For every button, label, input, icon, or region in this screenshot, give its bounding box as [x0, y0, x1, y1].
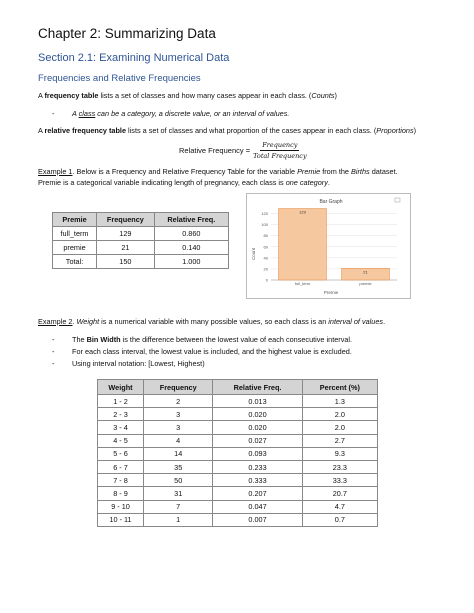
x-tick-label: premie [359, 281, 372, 286]
table-cell: 0.233 [213, 460, 302, 473]
bar-graph [246, 193, 411, 299]
column-header: Frequency [144, 380, 213, 395]
bullet-interval-rule: - For each class interval, the lowest value is included, and the highest value is excluded. [52, 347, 352, 356]
table-cell: Total: [53, 255, 97, 269]
table-cell: 9 - 10 [98, 500, 144, 513]
column-header: Weight [98, 380, 144, 395]
table-row [98, 447, 378, 460]
bullet-interval-notation: - Using interval notation: [Lowest, Highest) [52, 359, 205, 368]
table-row [98, 408, 378, 421]
table-cell: 2.0 [302, 421, 377, 434]
table-cell: 0.020 [213, 408, 302, 421]
weight-frequency-table [97, 379, 378, 527]
table-cell: 3 [144, 408, 213, 421]
section-title: Section 2.1: Examining Numerical Data [38, 52, 230, 64]
bar-full_term [279, 209, 327, 280]
table-cell: 0.027 [213, 434, 302, 447]
chapter-title: Chapter 2: Summarizing Data [38, 26, 216, 41]
frequency-table-definition: A frequency table lists a set of classes and how many cases appear in each class. (Counts) [38, 91, 337, 100]
table-cell: 2.7 [302, 434, 377, 447]
table-header-row [53, 213, 229, 227]
table-cell: 3 - 4 [98, 421, 144, 434]
table-cell: 0.207 [213, 487, 302, 500]
table-row [53, 227, 229, 241]
table-row [53, 241, 229, 255]
relative-frequency-formula: Relative Frequency = $\frac{\text{Frequency}}{\text{Total Frequency}}$ [179, 141, 307, 160]
y-tick-label: 60 [263, 244, 268, 250]
formula-numerator: Frequency [262, 141, 298, 149]
column-header: Percent (%) [302, 380, 377, 395]
column-header: Relative Freq. [154, 213, 228, 227]
bar-data-label: 21 [363, 269, 368, 275]
table-cell: premie [53, 241, 97, 255]
table-row [98, 421, 378, 434]
table-cell: 150 [97, 255, 155, 269]
premie-frequency-table [52, 212, 229, 269]
example2-line: Example 2. Weight is a numerical variable with many possible values, so each class is an interval of values. [38, 317, 386, 326]
y-tick-label: 20 [263, 266, 268, 272]
table-cell: 2.0 [302, 408, 377, 421]
formula-denominator: Total Frequency [253, 152, 307, 160]
table-cell: 21 [97, 241, 155, 255]
bullet-bin-width: - The Bin Width is the difference between the lowest value of each consecutive interval. [52, 335, 353, 344]
table-cell: 1 [144, 513, 213, 526]
table-cell: 14 [144, 447, 213, 460]
table-cell: 3 [144, 421, 213, 434]
column-header: Frequency [97, 213, 155, 227]
table-cell: 2 - 3 [98, 408, 144, 421]
table-cell: 4.7 [302, 500, 377, 513]
table-row [98, 487, 378, 500]
table-row [98, 434, 378, 447]
table-cell: 129 [97, 227, 155, 241]
y-tick-label: 100 [261, 222, 268, 228]
chart-title: Bar Graph [319, 199, 343, 205]
table-cell: 50 [144, 474, 213, 487]
y-axis-label: Count [251, 247, 256, 261]
table-cell: 31 [144, 487, 213, 500]
table-cell: 4 [144, 434, 213, 447]
table-cell: 7 [144, 500, 213, 513]
table-cell: 35 [144, 460, 213, 473]
y-tick-label: 120 [261, 211, 268, 217]
table-cell: 1.3 [302, 395, 377, 408]
table-cell: 20.7 [302, 487, 377, 500]
table-header-row [98, 380, 378, 395]
table-row [98, 395, 378, 408]
example1-line1: Example 1. Below is a Frequency and Relative Frequency Table for the variable Premie from the Births dataset. [38, 167, 398, 176]
y-tick-label: 80 [263, 233, 268, 239]
table-cell: 4 - 5 [98, 434, 144, 447]
table-cell: 6 - 7 [98, 460, 144, 473]
x-axis-label: Premie [323, 290, 339, 295]
table-row [98, 513, 378, 526]
table-cell: 10 - 11 [98, 513, 144, 526]
column-header: Premie [53, 213, 97, 227]
table-cell: 0.047 [213, 500, 302, 513]
table-cell: 5 - 6 [98, 447, 144, 460]
table-cell: 2 [144, 395, 213, 408]
relative-frequency-definition: A relative frequency table lists a set of classes and what proportion of the cases appear in each class. (Proportions) [38, 126, 417, 135]
class-bullet: - A class can be a category, a discrete value, or an interval of values. [52, 109, 290, 118]
table-cell: full_term [53, 227, 97, 241]
bar-data-label: 129 [299, 209, 306, 215]
table-cell: 23.3 [302, 460, 377, 473]
table-cell: 0.013 [213, 395, 302, 408]
table-row [98, 460, 378, 473]
table-cell: 8 - 9 [98, 487, 144, 500]
table-cell: 0.333 [213, 474, 302, 487]
table-cell: 0.7 [302, 513, 377, 526]
table-cell: 7 - 8 [98, 474, 144, 487]
table-cell: 0.093 [213, 447, 302, 460]
x-tick-label: full_term [294, 281, 311, 286]
table-cell: 9.3 [302, 447, 377, 460]
table-row [98, 500, 378, 513]
table-cell: 0.140 [154, 241, 228, 255]
table-cell: 33.3 [302, 474, 377, 487]
y-tick-label: 40 [263, 255, 268, 261]
table-cell: 0.007 [213, 513, 302, 526]
table-cell: 0.860 [154, 227, 228, 241]
table-row [53, 255, 229, 269]
example1-line2: Premie is a categorical variable indicating length of pregnancy, each class is one category. [38, 178, 330, 187]
subsection-title: Frequencies and Relative Frequencies [38, 73, 201, 84]
table-cell: 1.000 [154, 255, 228, 269]
column-header: Relative Freq. [213, 380, 302, 395]
chart-options-icon[interactable] [395, 198, 400, 202]
table-row [98, 474, 378, 487]
table-cell: 1 - 2 [98, 395, 144, 408]
table-cell: 0.020 [213, 421, 302, 434]
bar-graph-svg [247, 194, 410, 298]
y-tick-label: 0 [265, 277, 268, 283]
